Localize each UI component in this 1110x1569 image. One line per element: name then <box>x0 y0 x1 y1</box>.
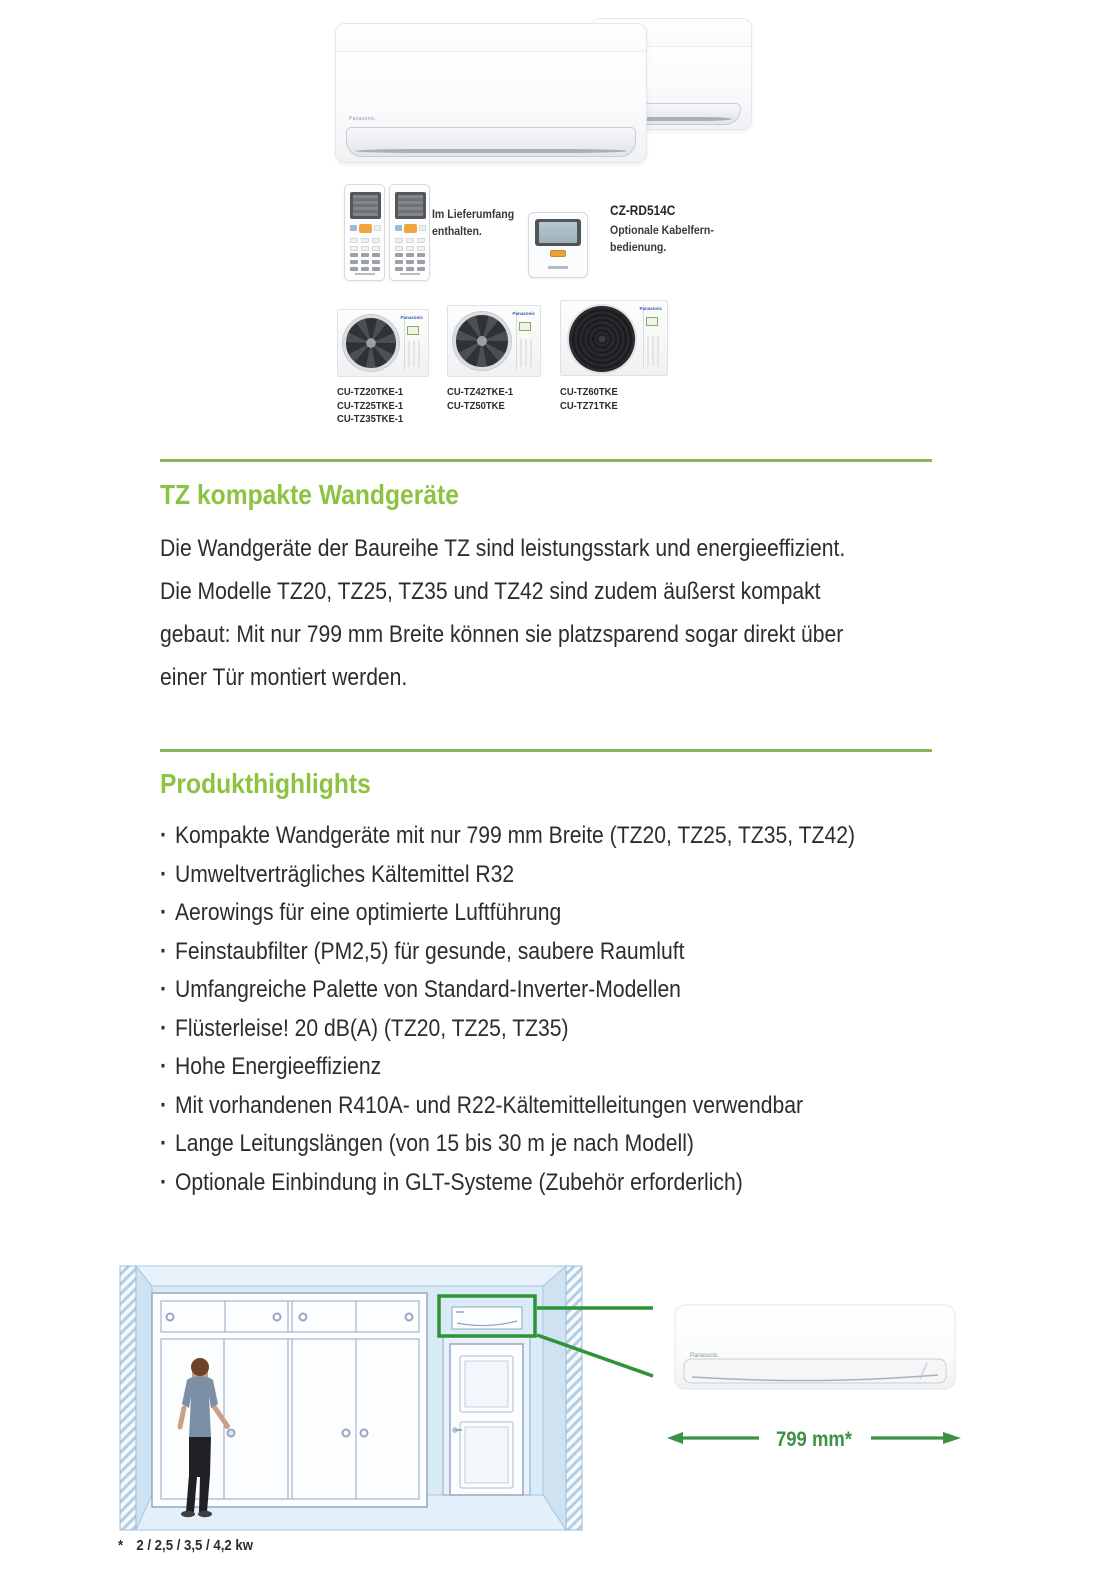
section-divider <box>160 459 932 462</box>
panasonic-logo: Panasonic <box>690 1353 719 1359</box>
highlight-item: · Flüsterleise! 20 dB(A) (TZ20, TZ25, TZ35) <box>160 1010 1005 1049</box>
bullet-dot: · <box>160 822 168 849</box>
ir-remote-control-1 <box>344 184 385 281</box>
bullet-dot: · <box>160 899 168 926</box>
panasonic-logo <box>400 273 420 275</box>
installation-figure <box>100 1253 1100 1553</box>
dimension-label: 799 mm* <box>776 1427 852 1452</box>
outdoor-unit-large <box>560 300 668 376</box>
outdoor-unit-side-panel <box>516 310 536 370</box>
panasonic-logo: Panasonic <box>512 311 535 316</box>
bullet-dot: · <box>160 1091 168 1119</box>
fan-grille <box>569 306 635 372</box>
highlight-item: · Umfangreiche Palette von Standard-Inverter-Modellen <box>160 971 1005 1010</box>
bullet-dot: · <box>160 1053 168 1080</box>
model-list-1: CU-TZ20TKE-1 CU-TZ25TKE-1 CU-TZ35TKE-1 <box>337 386 404 425</box>
remote-lcd-screen <box>395 192 426 219</box>
panasonic-logo <box>548 266 568 269</box>
wired-remote-button <box>550 250 566 257</box>
bullet-dot: · <box>160 976 168 1003</box>
highlight-item: · Feinstaubfilter (PM2,5) für gesunde, saubere Raumluft <box>160 933 1005 972</box>
highlight-item: · Aerowings für eine optimierte Luftführung <box>160 894 1005 933</box>
wired-remote-control <box>528 212 588 278</box>
interior-door <box>443 1337 530 1495</box>
highlights-list <box>160 817 1005 1202</box>
bullet-dot: · <box>160 1130 168 1157</box>
remote-keys <box>350 238 383 251</box>
included-note: Im Lieferumfang enthalten. <box>432 207 515 238</box>
right-wall-hatch <box>566 1266 582 1530</box>
bullet-dot: · <box>160 1168 168 1196</box>
highlight-item: · Mit vorhandenen R410A- und R22-Kältemittelleitungen verwendbar <box>160 1087 1005 1126</box>
wall-unit-product <box>675 1305 955 1389</box>
highlight-item: · Umweltverträgliches Kältemittel R32 <box>160 856 1005 895</box>
outdoor-unit-small-2 <box>447 305 541 377</box>
model-list-2: CU-TZ42TKE-1 CU-TZ50TKE <box>447 386 514 412</box>
bullet-dot: · <box>160 937 168 965</box>
footnote-text: 2 / 2,5 / 3,5 / 4,2 kw <box>136 1537 254 1554</box>
model-list-3: CU-TZ60TKE CU-TZ71TKE <box>560 386 618 412</box>
wired-remote-model: CZ-RD514C <box>610 203 676 218</box>
indoor-unit-top-panel <box>336 24 646 52</box>
section-title-tz: TZ kompakte Wandgeräte <box>160 479 459 510</box>
wired-remote-screen <box>535 219 581 246</box>
section-title-highlights: Produkthighlights <box>160 768 371 799</box>
footnote-star: * <box>118 1537 124 1554</box>
energy-label <box>646 317 658 326</box>
panasonic-logo: Panasonic <box>400 315 423 320</box>
panasonic-logo <box>355 273 375 275</box>
remote-keys <box>395 238 428 251</box>
remote-main-buttons <box>350 223 381 233</box>
fan-grille <box>343 315 399 371</box>
fan-grille <box>453 312 511 370</box>
intro-paragraph: Die Wandgeräte der Baureihe TZ sind leistungsstark und energieeffizient. Die Modelle TZ20, TZ25, TZ35 und TZ42 sind zudem äußerst kompakt gebaut: Mit nur 799 mm Breite können sie platzsparend sogar direkt über einer Tür montiert werden. <box>160 535 846 691</box>
indoor-unit-front <box>335 23 647 163</box>
outdoor-unit-side-panel <box>643 305 663 369</box>
ir-remote-control-2 <box>389 184 430 281</box>
energy-label <box>407 326 419 335</box>
outdoor-unit-small-1 <box>337 309 429 377</box>
remote-lcd-screen <box>350 192 381 219</box>
indoor-unit-flap <box>346 127 636 157</box>
section-divider <box>160 749 932 752</box>
energy-label <box>519 322 531 331</box>
outdoor-unit-side-panel <box>404 314 424 370</box>
highlight-item: · Optionale Einbindung in GLT-Systeme (Zubehör erforderlich) <box>160 1164 1005 1203</box>
wall-unit-above-door <box>452 1307 522 1329</box>
bullet-dot: · <box>160 860 168 888</box>
highlight-item: · Lange Leitungslängen (von 15 bis 30 m je nach Modell) <box>160 1125 1005 1164</box>
footnote <box>118 1537 253 1554</box>
wired-remote-description: Optionale Kabelfern- bedienung. <box>610 223 714 254</box>
bullet-dot: · <box>160 1014 168 1042</box>
remote-keys <box>350 253 383 271</box>
remote-keys <box>395 253 428 271</box>
panasonic-logo: Panasonic <box>639 306 662 311</box>
remote-main-buttons <box>395 223 426 233</box>
room-illustration <box>120 1266 653 1530</box>
left-wall-hatch <box>120 1266 136 1530</box>
highlight-item: · Kompakte Wandgeräte mit nur 799 mm Breite (TZ20, TZ25, TZ35, TZ42) <box>160 817 1005 856</box>
panasonic-logo: Panasonic <box>349 116 376 122</box>
highlight-item: · Hohe Energieeffizienz <box>160 1048 1005 1087</box>
